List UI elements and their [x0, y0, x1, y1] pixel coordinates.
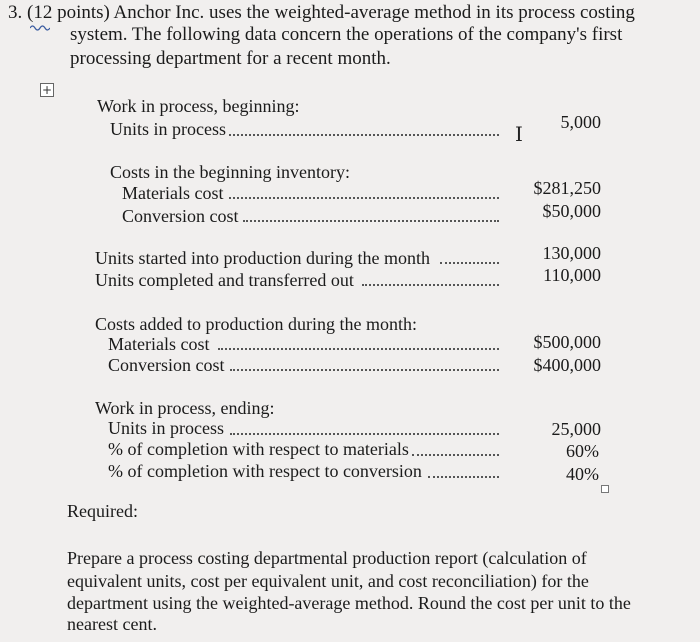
leader-dots [362, 284, 499, 286]
wip-ending-units-value: 25,000 [551, 419, 601, 439]
leader-dots [230, 433, 499, 435]
problem-header-line-2: system. The following data concern the operations of the company's first [70, 24, 623, 45]
wip-ending-units-label: Units in process [108, 418, 224, 438]
problem-header-line-1: 3. (12 points) Anchor Inc. uses the weighted-average method in its process costing [8, 2, 635, 23]
leader-dots [229, 134, 499, 136]
leader-dots [440, 262, 499, 264]
beginning-conversion-label: Conversion cost [122, 206, 239, 226]
units-completed-label: Units completed and transferred out [95, 270, 354, 290]
required-line-2: equivalent units, cost per equivalent unit, and cost reconciliation) for the [67, 571, 589, 591]
added-conversion-value: $400,000 [533, 355, 601, 375]
wip-beginning-heading: Work in process, beginning: [97, 96, 300, 116]
beginning-conversion-value: $50,000 [542, 201, 601, 221]
required-line-1: Prepare a process costing departmental production report (calculation of [67, 548, 587, 568]
leader-dots [230, 369, 499, 371]
leader-dots [412, 454, 499, 456]
leader-dots [229, 197, 499, 199]
leader-dots [218, 348, 499, 350]
units-completed-value: 110,000 [543, 265, 601, 285]
units-started-label: Units started into production during the month [95, 248, 430, 268]
beginning-materials-label: Materials cost [122, 183, 224, 203]
text-cursor-icon: I [515, 122, 523, 146]
leader-dots [428, 476, 499, 478]
problem-header-line-3: processing department for a recent month. [70, 48, 391, 69]
wip-ending-materials-pct-value: 60% [566, 441, 599, 461]
required-line-4: nearest cent. [67, 614, 157, 634]
expand-icon[interactable]: + [41, 83, 53, 97]
beginning-materials-value: $281,250 [533, 178, 601, 198]
added-costs-heading: Costs added to production during the month: [95, 314, 417, 334]
beginning-costs-heading: Costs in the beginning inventory: [110, 162, 350, 182]
wip-ending-materials-pct-label: % of completion with respect to materials [108, 439, 409, 459]
added-materials-label: Materials cost [108, 334, 210, 354]
added-conversion-label: Conversion cost [108, 355, 225, 375]
wip-beginning-units-label: Units in process [110, 119, 226, 139]
wip-ending-conversion-pct-label: % of completion with respect to conversion [108, 461, 422, 481]
required-heading: Required: [67, 501, 138, 521]
required-line-3: department using the weighted-average method. Round the cost per unit to the [67, 593, 631, 613]
wip-ending-heading: Work in process, ending: [95, 398, 275, 418]
wip-ending-conversion-pct-value: 40% [566, 464, 599, 484]
leader-dots [243, 220, 499, 222]
squiggle-underline-icon [30, 24, 50, 32]
wip-beginning-units-value: 5,000 [560, 112, 601, 132]
resize-handle-icon[interactable] [601, 485, 609, 493]
units-started-value: 130,000 [542, 243, 601, 263]
added-materials-value: $500,000 [533, 332, 601, 352]
